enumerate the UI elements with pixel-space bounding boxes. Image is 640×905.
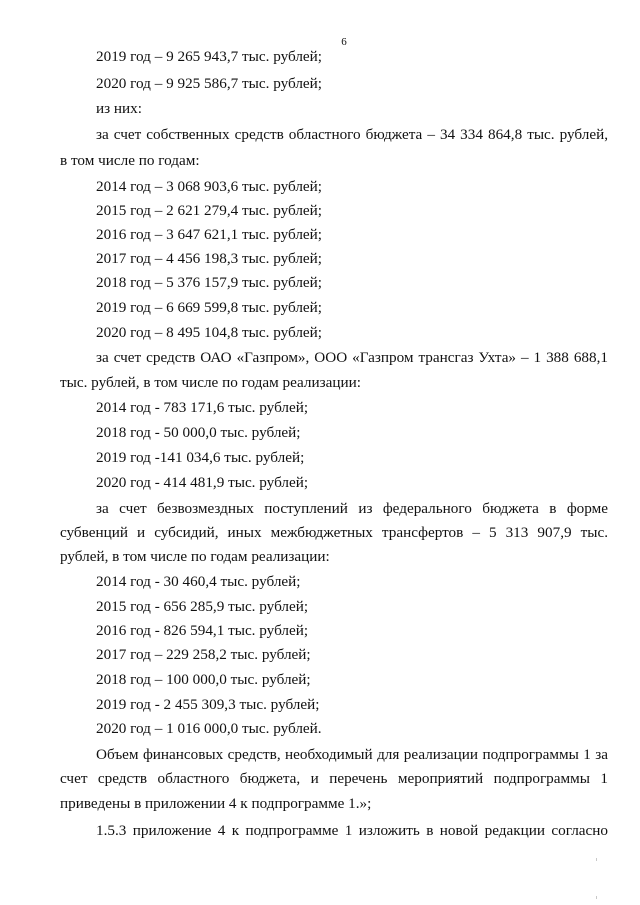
text-line: 2018 год - 50 000,0 тыс. рублей; — [96, 424, 301, 441]
text-line: 2016 год – 3 647 621,1 тыс. рублей; — [96, 226, 323, 243]
text-line: субвенций и субсидий, иных межбюджетных трансфертов – 5 313 907,9 тыс. — [60, 524, 608, 541]
text-line: 2018 год – 100 000,0 тыс. рублей; — [96, 671, 311, 688]
text-line: в том числе по годам: — [60, 152, 200, 169]
text-line: 2017 год – 4 456 198,3 тыс. рублей; — [96, 250, 323, 267]
text-line: 2014 год - 783 171,6 тыс. рублей; — [96, 399, 309, 416]
text-line: 2016 год - 826 594,1 тыс. рублей; — [96, 622, 309, 639]
page-number: 6 — [341, 36, 347, 48]
text-line: 2019 год – 9 265 943,7 тыс. рублей; — [96, 48, 323, 65]
text-line: 2018 год – 5 376 157,9 тыс. рублей; — [96, 274, 323, 291]
text-line: за счет безвозмездных поступлений из федерального бюджета в форме — [96, 500, 608, 517]
scan-speck — [596, 896, 597, 899]
text-line: 2017 год – 229 258,2 тыс. рублей; — [96, 646, 311, 663]
text-line: 2019 год -141 034,6 тыс. рублей; — [96, 449, 305, 466]
text-line: 2020 год – 9 925 586,7 тыс. рублей; — [96, 75, 323, 92]
scan-speck — [596, 858, 597, 861]
text-line: 2019 год - 2 455 309,3 тыс. рублей; — [96, 696, 320, 713]
text-line: 2019 год – 6 669 599,8 тыс. рублей; — [96, 299, 323, 316]
text-line: 2020 год - 414 481,9 тыс. рублей; — [96, 474, 309, 491]
text-line: за счет средств ОАО «Газпром», ООО «Газпром трансгаз Ухта» – 1 388 688,1 — [96, 349, 608, 366]
text-line: 2015 год – 2 621 279,4 тыс. рублей; — [96, 202, 323, 219]
text-line: приведены в приложении 4 к подпрограмме 1.»; — [60, 795, 372, 812]
text-line: Объем финансовых средств, необходимый для реализации подпрограммы 1 за — [96, 746, 608, 763]
text-line: 2020 год – 8 495 104,8 тыс. рублей; — [96, 324, 323, 341]
text-line: за счет собственных средств областного бюджета – 34 334 864,8 тыс. рублей, — [96, 126, 608, 143]
text-line: тыс. рублей, в том числе по годам реализации: — [60, 374, 361, 391]
text-line: рублей, в том числе по годам реализации: — [60, 548, 330, 565]
text-line: 1.5.3 приложение 4 к подпрограмме 1 изложить в новой редакции согласно — [96, 822, 608, 839]
text-line: 2015 год - 656 285,9 тыс. рублей; — [96, 598, 309, 615]
text-line: 2014 год - 30 460,4 тыс. рублей; — [96, 573, 301, 590]
text-line: счет средств областного бюджета, и перечень мероприятий подпрограммы 1 — [60, 770, 608, 787]
text-line: из них: — [96, 100, 142, 117]
text-line: 2020 год – 1 016 000,0 тыс. рублей. — [96, 720, 322, 737]
text-line: 2014 год – 3 068 903,6 тыс. рублей; — [96, 178, 323, 195]
